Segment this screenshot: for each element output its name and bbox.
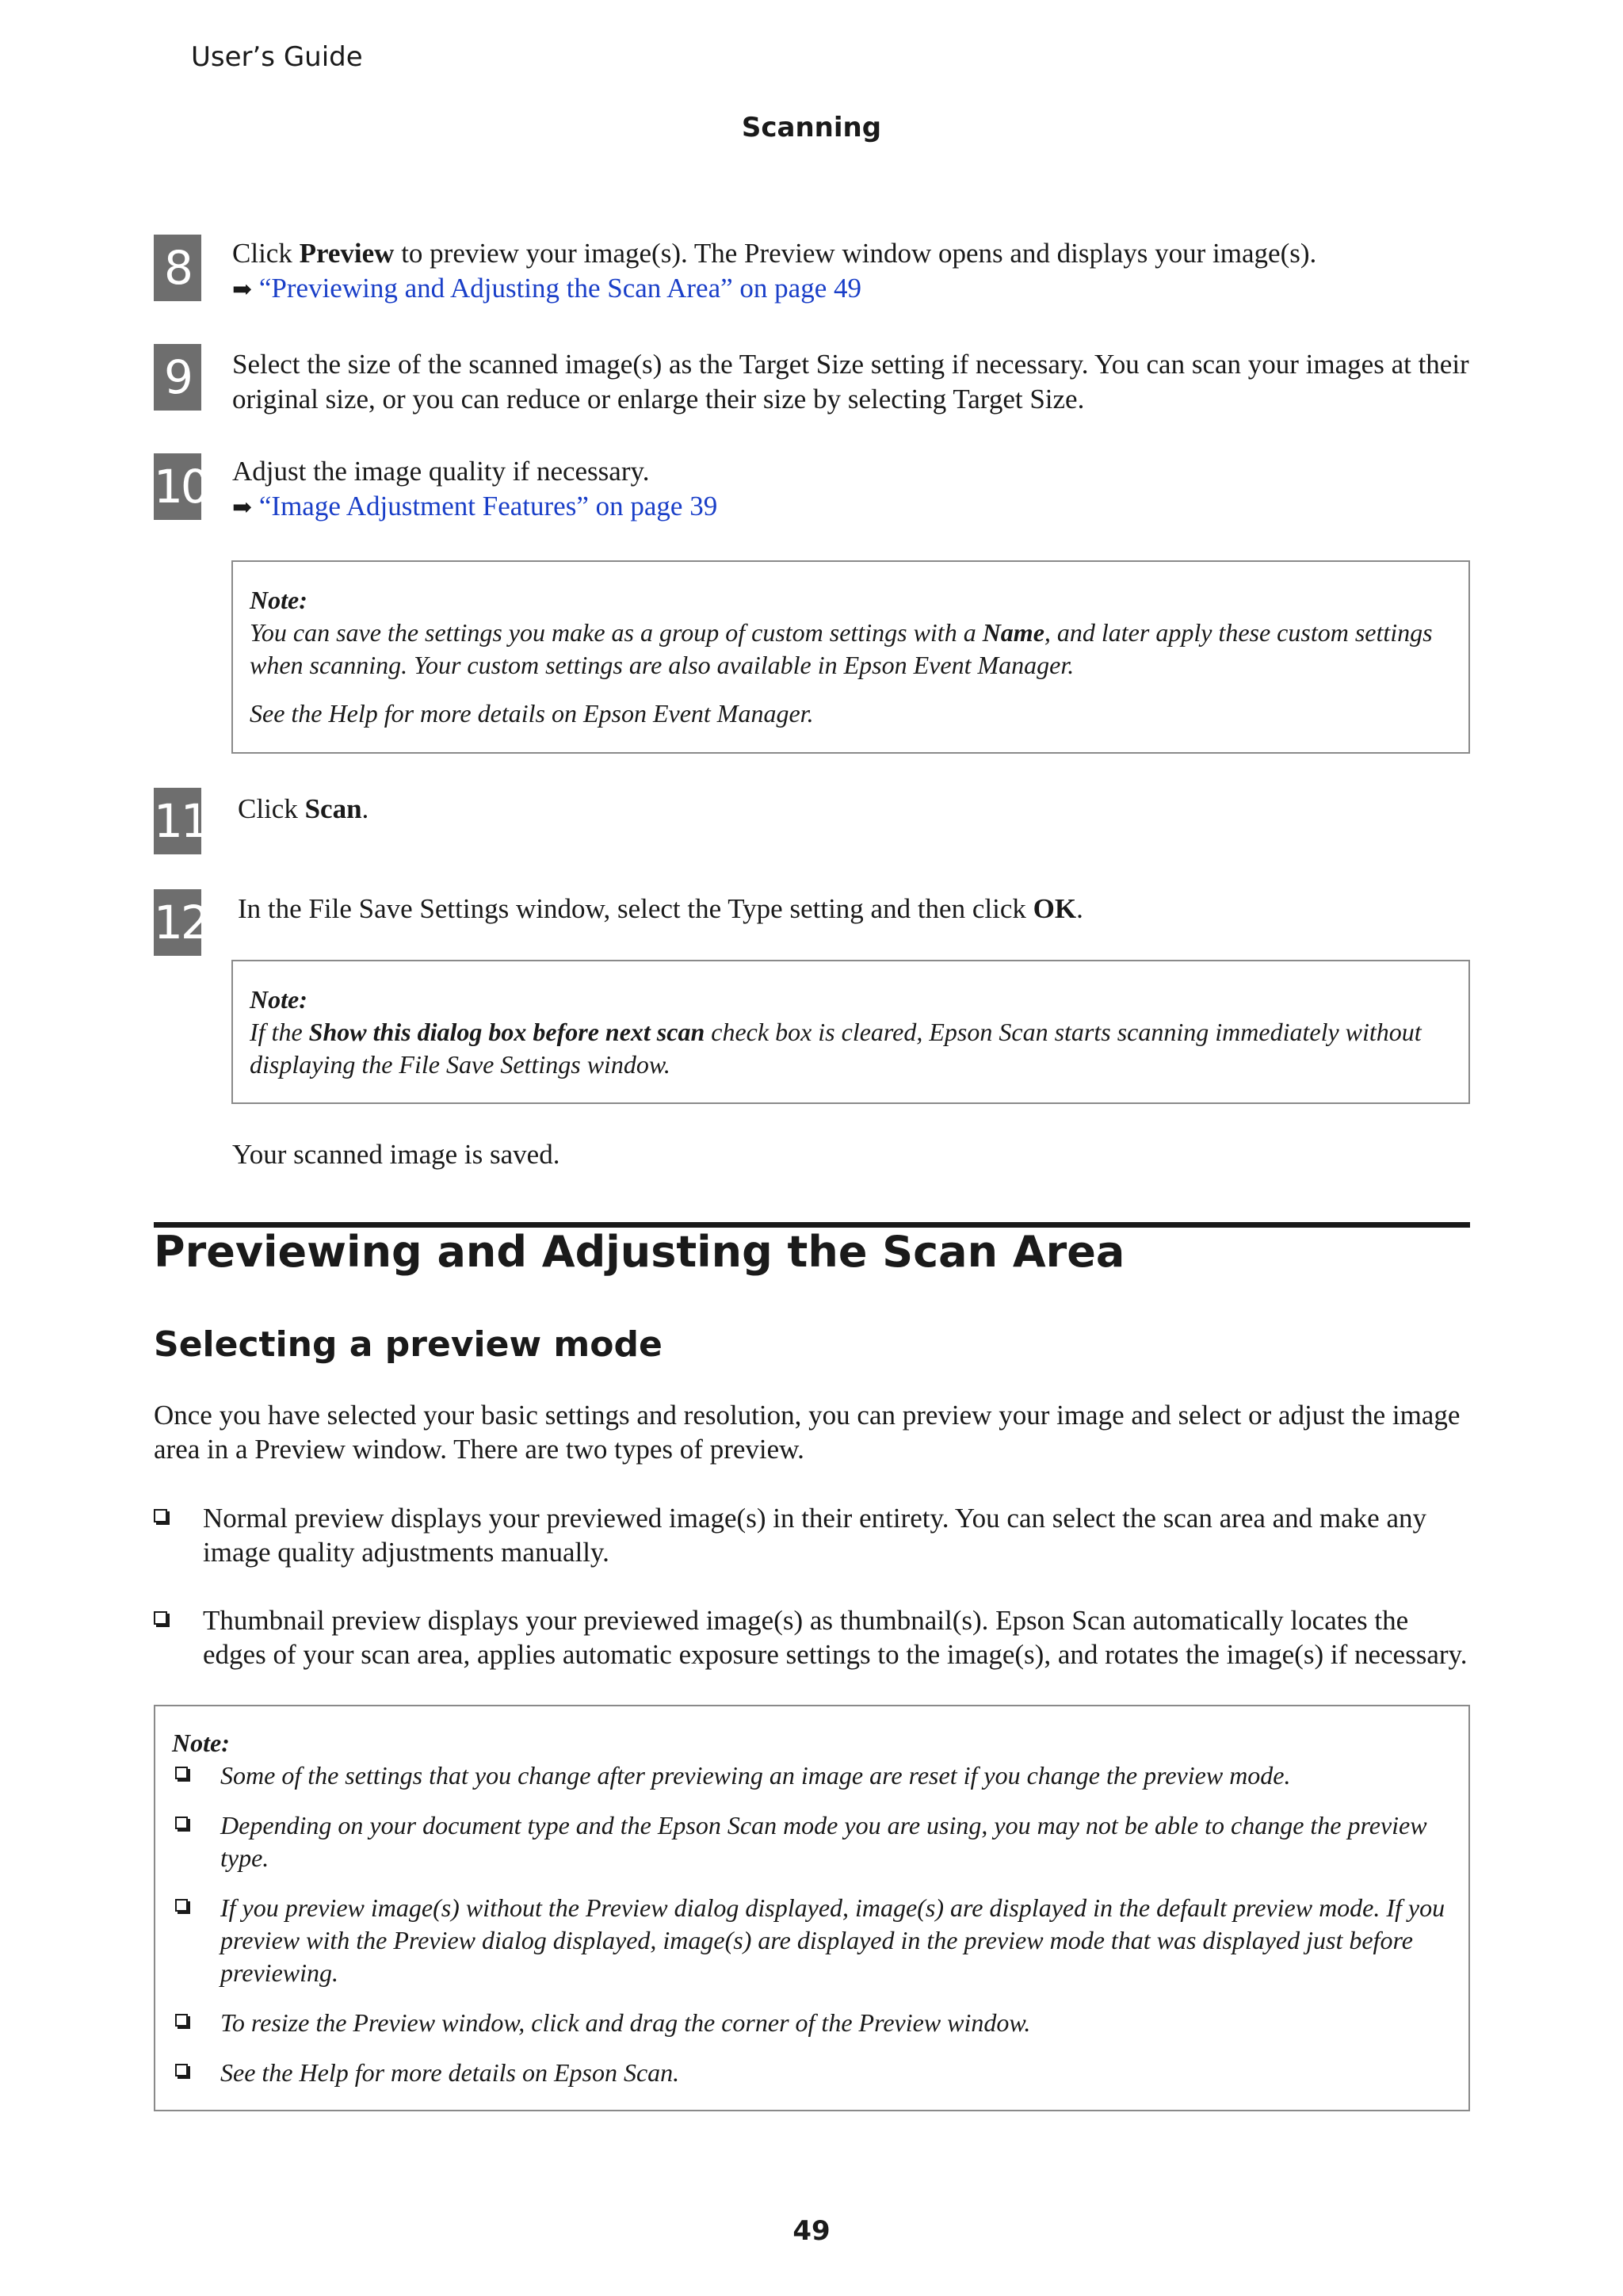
note-title: Note: (172, 1729, 230, 1757)
note-box-custom-settings (231, 560, 1470, 754)
header-guide-title: User’s Guide (191, 41, 363, 73)
ok-keyword: OK (1033, 893, 1077, 924)
note-title: Note: (250, 985, 307, 1014)
list-item: If you preview image(s) without the Preview dialog displayed, image(s) are displayed in the default preview mode. If you preview with the Preview dialog displayed, image(s) are displayed in the preview mode that was displayed just before previewing. (172, 1892, 1453, 1989)
step-12-number: 12 (154, 889, 201, 956)
step-10-text: Adjust the image quality if necessary. ➡ “Image Adjustment Features” on page 39 (232, 456, 718, 521)
link-image-adjustment-features[interactable]: “Image Adjustment Features” on page 39 (258, 491, 718, 521)
checkbox-bullet-icon (154, 1611, 167, 1625)
step-9-number: 9 (154, 344, 201, 411)
note-text: You can save the settings you make as a group of custom settings with a Name, and later apply these custom settings when scanning. Your custom settings are also available in Epson Event Manager. (250, 618, 1433, 679)
subsection-heading: Selecting a preview mode (154, 1324, 663, 1365)
checkbox-bullet-icon (154, 1509, 167, 1522)
step-11-text: Click Scan. (238, 793, 369, 824)
checkbox-bullet-icon (175, 1767, 188, 1779)
step-10-number: 10 (154, 453, 201, 520)
intro-paragraph: Once you have selected your basic settings and resolution, you can preview your image and select or adjust the image area in a Preview window. There are two types of preview. (154, 1400, 1461, 1465)
step-9-text: Select the size of the scanned image(s) as the Target Size setting if necessary. You can scan your images at their original size, or you can reduce or enlarge their size by selecting Target Size. (232, 349, 1469, 415)
step-8-number: 8 (154, 235, 201, 301)
list-item: Normal preview displays your previewed image(s) in their entirety. You can select the scan area and make any image quality adjustments manually. (154, 1501, 1473, 1569)
link-previewing-scan-area[interactable]: “Previewing and Adjusting the Scan Area” on page 49 (258, 273, 861, 304)
note-box-preview-mode (154, 1705, 1470, 2111)
step-8-text: Click Preview to preview your image(s). The Preview window opens and displays your image(s). ➡ “Previewing and Adjusting the Scan Area” on page 49 (232, 238, 1317, 304)
note-text: See the Help for more details on Epson Event Manager. (250, 699, 814, 728)
step-12-text: In the File Save Settings window, select the Type setting and then click OK. (238, 893, 1083, 924)
arrow-icon: ➡ (232, 495, 253, 521)
preview-keyword: Preview (299, 238, 395, 269)
note-title: Note: (250, 586, 307, 614)
list-item: To resize the Preview window, click and drag the corner of the Preview window. (172, 2007, 1453, 2039)
list-item: Some of the settings that you change after previewing an image are reset if you change the preview mode. (172, 1759, 1453, 1792)
list-item: Thumbnail preview displays your previewed image(s) as thumbnail(s). Epson Scan automatically locates the edges of your scan area, applies automatic exposure settings to the image(s), and rotates the image(s) if necessary. (154, 1603, 1473, 1671)
header-section-title: Scanning (741, 112, 882, 143)
note-text: If the Show this dialog box before next scan check box is cleared, Epson Scan starts scanning immediately without displaying the File Save Settings window. (250, 1018, 1422, 1079)
checkbox-bullet-icon (175, 1899, 188, 1912)
saved-text: Your scanned image is saved. (232, 1139, 560, 1170)
checkbox-bullet-icon (175, 2014, 188, 2027)
page-number: 49 (792, 2215, 831, 2247)
note-box-file-save (231, 960, 1470, 1104)
scan-keyword: Scan (304, 793, 362, 824)
section-heading: Previewing and Adjusting the Scan Area (154, 1227, 1125, 1277)
arrow-icon: ➡ (232, 277, 253, 303)
list-item: See the Help for more details on Epson Scan. (172, 2057, 1453, 2089)
checkbox-bullet-icon (175, 2064, 188, 2076)
step-11-number: 11 (154, 788, 201, 854)
checkbox-bullet-icon (175, 1817, 188, 1829)
list-item: Depending on your document type and the Epson Scan mode you are using, you may not be able to change the preview type. (172, 1809, 1453, 1874)
